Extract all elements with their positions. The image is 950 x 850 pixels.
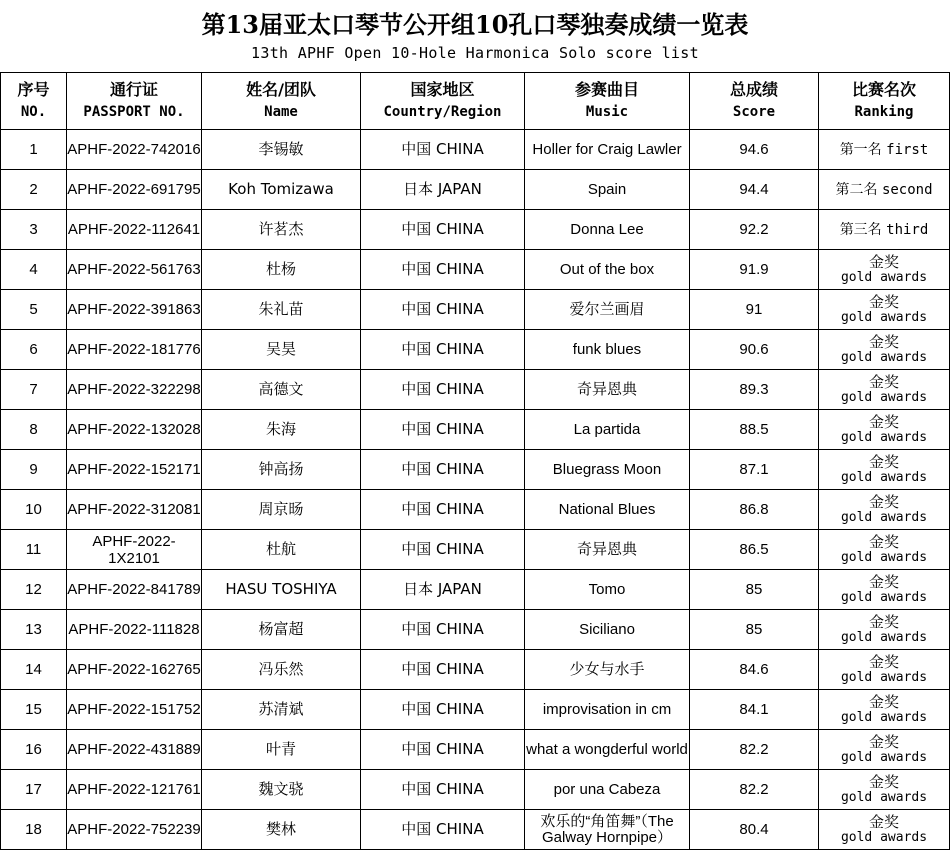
cell-country: 中国 CHINA <box>361 250 525 290</box>
cell-country: 中国 CHINA <box>361 410 525 450</box>
cell-name: 高德文 <box>202 370 361 410</box>
table-row <box>1 410 950 450</box>
cell-name: 杜杨 <box>202 250 361 290</box>
table-row <box>1 330 950 370</box>
cell-music: Holler for Craig Lawler <box>525 130 690 170</box>
cell-name: 杨富超 <box>202 610 361 650</box>
cell-music: por una Cabeza <box>525 770 690 810</box>
cell-ranking <box>819 330 950 370</box>
col-header-score <box>690 73 819 130</box>
ranking-zh: 第一名 <box>839 141 882 158</box>
cell-no: 16 <box>1 730 67 770</box>
ranking-zh: 金奖 <box>868 492 899 511</box>
col-header-music <box>525 73 690 130</box>
header-label-en: Name <box>264 104 298 120</box>
ranking-zh: 金奖 <box>868 332 899 351</box>
ranking-en: gold awards <box>840 749 928 765</box>
cell-ranking <box>819 410 950 450</box>
cell-music: 爱尔兰画眉 <box>525 290 690 330</box>
cell-score: 90.6 <box>690 330 819 370</box>
cell-country: 中国 CHINA <box>361 690 525 730</box>
ranking-en: gold awards <box>840 829 928 845</box>
cell-music: 奇异恩典 <box>525 370 690 410</box>
cell-passport: APHF-2022-841789 <box>67 570 202 610</box>
cell-score: 80.4 <box>690 810 819 850</box>
cell-no: 4 <box>1 250 67 290</box>
table-row <box>1 770 950 810</box>
ranking-en: gold awards <box>840 389 928 405</box>
col-header-passport <box>67 73 202 130</box>
ranking-zh: 金奖 <box>868 572 899 591</box>
header-label-zh: 国家地区 <box>410 80 475 99</box>
cell-country: 中国 CHINA <box>361 610 525 650</box>
cell-no: 10 <box>1 490 67 530</box>
cell-passport: APHF-2022-312081 <box>67 490 202 530</box>
cell-name: 苏清斌 <box>202 690 361 730</box>
cell-score: 87.1 <box>690 450 819 490</box>
cell-country: 日本 JAPAN <box>361 570 525 610</box>
ranking-zh: 金奖 <box>868 812 899 831</box>
cell-ranking <box>819 490 950 530</box>
cell-music: Spain <box>525 170 690 210</box>
cell-ranking <box>819 530 950 570</box>
cell-music: Tomo <box>525 570 690 610</box>
table-row <box>1 730 950 770</box>
cell-score: 89.3 <box>690 370 819 410</box>
cell-passport: APHF-2022-112641 <box>67 210 202 250</box>
cell-score: 84.6 <box>690 650 819 690</box>
cell-name: 朱礼苗 <box>202 290 361 330</box>
cell-score: 88.5 <box>690 410 819 450</box>
cell-score: 92.2 <box>690 210 819 250</box>
header-label-zh: 序号 <box>17 80 50 99</box>
cell-country: 中国 CHINA <box>361 810 525 850</box>
cell-music: National Blues <box>525 490 690 530</box>
cell-ranking <box>819 210 950 250</box>
cell-ranking <box>819 650 950 690</box>
cell-passport: APHF-2022-121761 <box>67 770 202 810</box>
cell-music: funk blues <box>525 330 690 370</box>
cell-score: 91 <box>690 290 819 330</box>
ranking-zh: 金奖 <box>868 252 899 271</box>
cell-name: 樊林 <box>202 810 361 850</box>
cell-passport: APHF-2022-752239 <box>67 810 202 850</box>
ranking-en: gold awards <box>840 589 928 605</box>
header-label-zh: 参赛曲目 <box>574 80 639 99</box>
cell-score: 82.2 <box>690 770 819 810</box>
table-row <box>1 250 950 290</box>
cell-no: 1 <box>1 130 67 170</box>
ranking-zh: 金奖 <box>868 532 899 551</box>
cell-country: 中国 CHINA <box>361 650 525 690</box>
ranking-en: gold awards <box>840 549 928 565</box>
cell-no: 7 <box>1 370 67 410</box>
table-row <box>1 690 950 730</box>
cell-passport: APHF-2022-1X2101 <box>67 530 202 570</box>
ranking-en: gold awards <box>840 709 928 725</box>
cell-name: 许茗杰 <box>202 210 361 250</box>
cell-score: 94.4 <box>690 170 819 210</box>
cell-no: 13 <box>1 610 67 650</box>
cell-no: 11 <box>1 530 67 570</box>
cell-ranking <box>819 770 950 810</box>
cell-ranking <box>819 450 950 490</box>
cell-no: 6 <box>1 330 67 370</box>
table-row <box>1 290 950 330</box>
score-table <box>0 72 950 850</box>
table-row <box>1 210 950 250</box>
cell-country: 中国 CHINA <box>361 330 525 370</box>
ranking-zh: 金奖 <box>868 412 899 431</box>
table-row <box>1 130 950 170</box>
ranking-en: gold awards <box>840 349 928 365</box>
header-label-en: PASSPORT NO. <box>83 104 185 120</box>
page-title: 第13届亚太口琴节公开组10孔口琴独奏成绩一览表 <box>201 10 749 39</box>
cell-music: 欢乐的“角笛舞”（The Galway Hornpipe） <box>525 810 690 850</box>
cell-passport: APHF-2022-322298 <box>67 370 202 410</box>
cell-passport: APHF-2022-151752 <box>67 690 202 730</box>
header-label-en: Score <box>732 104 776 120</box>
cell-passport: APHF-2022-391863 <box>67 290 202 330</box>
cell-score: 86.5 <box>690 530 819 570</box>
cell-music: Bluegrass Moon <box>525 450 690 490</box>
ranking-zh: 第二名 <box>835 181 878 198</box>
cell-ranking <box>819 690 950 730</box>
cell-music: Out of the box <box>525 250 690 290</box>
table-row <box>1 450 950 490</box>
col-header-country <box>361 73 525 130</box>
ranking-zh: 金奖 <box>868 372 899 391</box>
header-label-zh: 通行证 <box>109 80 158 99</box>
cell-ranking <box>819 810 950 850</box>
header-label-zh: 总成绩 <box>729 80 778 99</box>
ranking-zh: 金奖 <box>868 612 899 631</box>
ranking-en: gold awards <box>840 629 928 645</box>
cell-name: 叶青 <box>202 730 361 770</box>
cell-passport: APHF-2022-181776 <box>67 330 202 370</box>
table-row <box>1 650 950 690</box>
ranking-zh: 金奖 <box>868 732 899 751</box>
cell-name: 朱海 <box>202 410 361 450</box>
cell-ranking <box>819 130 950 170</box>
table-row <box>1 370 950 410</box>
cell-country: 中国 CHINA <box>361 730 525 770</box>
page-subtitle: 13th APHF Open 10-Hole Harmonica Solo score list <box>251 44 699 62</box>
ranking-zh: 金奖 <box>868 652 899 671</box>
cell-score: 85 <box>690 610 819 650</box>
cell-country: 中国 CHINA <box>361 450 525 490</box>
cell-passport: APHF-2022-691795 <box>67 170 202 210</box>
ranking-zh: 金奖 <box>868 772 899 791</box>
cell-music: improvisation in cm <box>525 690 690 730</box>
cell-no: 14 <box>1 650 67 690</box>
cell-passport: APHF-2022-152171 <box>67 450 202 490</box>
table-row <box>1 170 950 210</box>
col-header-ranking <box>819 73 950 130</box>
cell-music: 奇异恩典 <box>525 530 690 570</box>
cell-passport: APHF-2022-111828 <box>67 610 202 650</box>
ranking-zh: 金奖 <box>868 692 899 711</box>
ranking-en: gold awards <box>840 429 928 445</box>
header-label-en: Country/Region <box>383 104 502 120</box>
cell-country: 中国 CHINA <box>361 290 525 330</box>
cell-no: 8 <box>1 410 67 450</box>
cell-score: 85 <box>690 570 819 610</box>
ranking-en: gold awards <box>840 789 928 805</box>
header-label-en: Ranking <box>854 104 914 120</box>
cell-passport: APHF-2022-132028 <box>67 410 202 450</box>
cell-music: what a wongderful world <box>525 730 690 770</box>
cell-ranking <box>819 570 950 610</box>
cell-music: 少女与水手 <box>525 650 690 690</box>
cell-no: 18 <box>1 810 67 850</box>
header-label-en: NO. <box>20 104 47 120</box>
cell-country: 中国 CHINA <box>361 210 525 250</box>
cell-name: 钟高扬 <box>202 450 361 490</box>
cell-music: Siciliano <box>525 610 690 650</box>
table-body <box>1 130 950 850</box>
cell-name: 李锡敏 <box>202 130 361 170</box>
cell-score: 84.1 <box>690 690 819 730</box>
cell-passport: APHF-2022-162765 <box>67 650 202 690</box>
cell-score: 91.9 <box>690 250 819 290</box>
cell-score: 82.2 <box>690 730 819 770</box>
table-row <box>1 810 950 850</box>
table-row <box>1 530 950 570</box>
cell-name: 冯乐然 <box>202 650 361 690</box>
cell-ranking <box>819 170 950 210</box>
ranking-zh: 第三名 <box>839 221 882 238</box>
cell-name: 杜航 <box>202 530 361 570</box>
ranking-en: gold awards <box>840 669 928 685</box>
ranking-en: second <box>881 181 933 198</box>
cell-music: La partida <box>525 410 690 450</box>
cell-no: 9 <box>1 450 67 490</box>
cell-no: 2 <box>1 170 67 210</box>
cell-no: 12 <box>1 570 67 610</box>
header-label-zh: 比赛名次 <box>851 80 916 99</box>
table-row <box>1 610 950 650</box>
cell-name: 吴昊 <box>202 330 361 370</box>
cell-no: 3 <box>1 210 67 250</box>
cell-passport: APHF-2022-561763 <box>67 250 202 290</box>
col-header-no <box>1 73 67 130</box>
cell-country: 中国 CHINA <box>361 770 525 810</box>
ranking-zh: 金奖 <box>868 452 899 471</box>
cell-ranking <box>819 290 950 330</box>
cell-score: 94.6 <box>690 130 819 170</box>
header-label-zh: 姓名/团队 <box>246 80 316 99</box>
cell-no: 17 <box>1 770 67 810</box>
cell-score: 86.8 <box>690 490 819 530</box>
cell-country: 中国 CHINA <box>361 490 525 530</box>
cell-name: 周京旸 <box>202 490 361 530</box>
ranking-en: third <box>886 221 929 238</box>
table-row <box>1 490 950 530</box>
cell-passport: APHF-2022-742016 <box>67 130 202 170</box>
cell-ranking <box>819 730 950 770</box>
col-header-name <box>202 73 361 130</box>
table-header-row <box>1 73 950 130</box>
cell-country: 日本 JAPAN <box>361 170 525 210</box>
ranking-en: gold awards <box>840 509 928 525</box>
cell-country: 中国 CHINA <box>361 370 525 410</box>
ranking-en: gold awards <box>840 309 928 325</box>
cell-ranking <box>819 610 950 650</box>
ranking-en: gold awards <box>840 269 928 285</box>
cell-music: Donna Lee <box>525 210 690 250</box>
cell-name: 魏文骁 <box>202 770 361 810</box>
ranking-zh: 金奖 <box>868 292 899 311</box>
cell-ranking <box>819 250 950 290</box>
cell-name: Koh Tomizawa <box>202 170 361 210</box>
cell-name: HASU TOSHIYA <box>202 570 361 610</box>
ranking-en: gold awards <box>840 469 928 485</box>
cell-country: 中国 CHINA <box>361 530 525 570</box>
table-row <box>1 570 950 610</box>
ranking-en: first <box>886 141 929 158</box>
cell-ranking <box>819 370 950 410</box>
cell-country: 中国 CHINA <box>361 130 525 170</box>
cell-passport: APHF-2022-431889 <box>67 730 202 770</box>
header-label-en: Music <box>585 104 629 120</box>
cell-no: 5 <box>1 290 67 330</box>
cell-no: 15 <box>1 690 67 730</box>
